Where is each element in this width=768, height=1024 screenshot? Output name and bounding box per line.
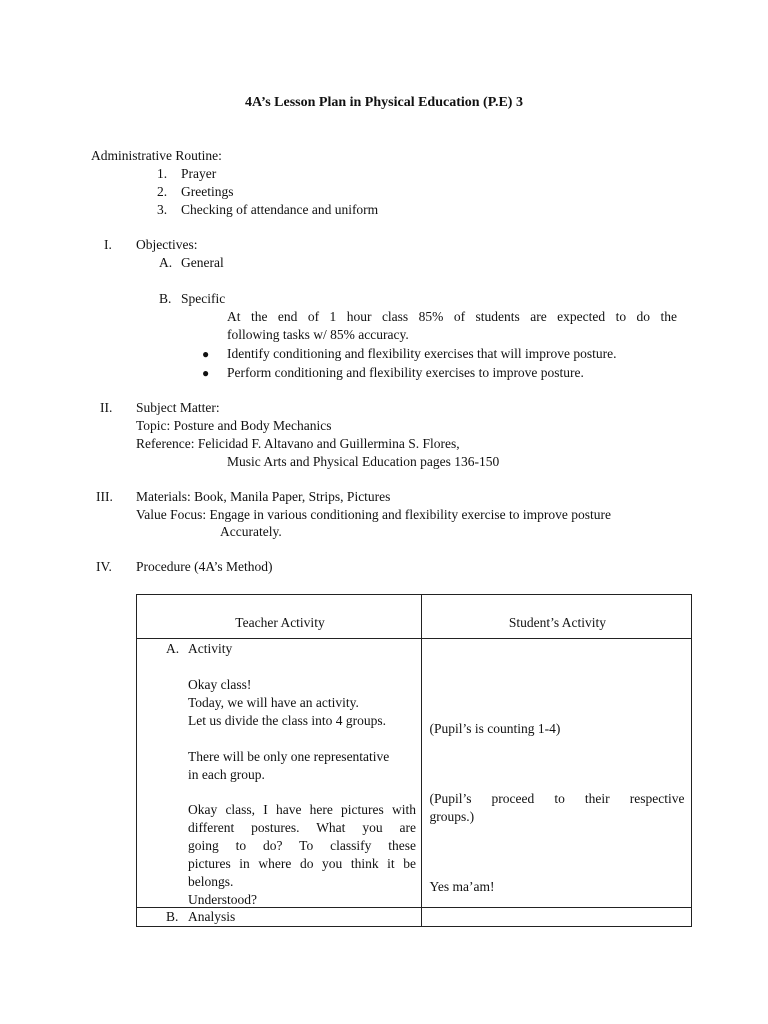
student-line: Yes ma’am!	[429, 879, 495, 894]
student-line: (Pupil’s proceed to their respective	[429, 791, 685, 806]
teacher-line: Today, we will have an activity.	[188, 695, 359, 710]
teacher-line: Okay class, I have here pictures with	[188, 802, 416, 817]
analysis-letter: B.	[166, 909, 179, 924]
student-line: (Pupil’s is counting 1-4)	[429, 721, 561, 736]
header-teacher-cell	[137, 595, 422, 639]
table-row	[137, 908, 692, 927]
value-focus-2: Accurately.	[220, 524, 282, 539]
analysis-cell	[137, 908, 422, 927]
teacher-line: pictures in where do you think it be	[188, 856, 416, 871]
admin-item-2: Greetings	[181, 184, 234, 199]
teacher-line: There will be only one representative	[188, 749, 390, 764]
specific-line-2: following tasks w/ 85% accuracy.	[227, 327, 409, 342]
subject-topic: Topic: Posture and Body Mechanics	[136, 418, 332, 433]
bullet-icon: ●	[202, 347, 210, 361]
table-header-row	[137, 595, 692, 639]
admin-heading: Administrative Routine:	[91, 148, 222, 163]
teacher-line: belongs.	[188, 874, 234, 889]
subject-heading: Subject Matter:	[136, 400, 220, 415]
teacher-line: going to do? To classify these	[188, 838, 416, 853]
activity-letter: A.	[166, 641, 180, 656]
specific-bullet-2: Perform conditioning and flexibility exercises to improve posture.	[227, 365, 584, 380]
materials-line: Materials: Book, Manila Paper, Strips, Pictures	[136, 489, 391, 504]
procedure-table	[136, 594, 692, 927]
teacher-line: different postures. What you are	[188, 820, 416, 835]
general-letter: A.	[159, 255, 173, 270]
admin-item-3: Checking of attendance and uniform	[181, 202, 379, 217]
specific-line-1: At the end of 1 hour class 85% of students are expected to do the	[227, 309, 677, 324]
col-student-activity: Student’s Activity	[508, 615, 607, 630]
admin-num-2: 2.	[157, 184, 168, 199]
page-title: 4A’s Lesson Plan in Physical Education (P.E) 3	[245, 95, 523, 110]
activity-label: Activity	[188, 641, 233, 656]
admin-num-1: 1.	[157, 166, 168, 181]
col-teacher-activity: Teacher Activity	[235, 615, 325, 630]
procedure-numeral: IV.	[96, 559, 112, 574]
student-line: groups.)	[429, 809, 475, 824]
analysis-label: Analysis	[188, 909, 236, 924]
procedure-heading: Procedure (4A’s Method)	[136, 559, 273, 574]
objectives-numeral: I.	[104, 237, 112, 252]
materials-numeral: III.	[96, 489, 113, 504]
bullet-icon: ●	[202, 366, 210, 380]
subject-numeral: II.	[100, 400, 113, 415]
teacher-line: in each group.	[188, 767, 265, 782]
specific-letter: B.	[159, 291, 172, 306]
teacher-line: Okay class!	[188, 677, 252, 692]
value-focus: Value Focus: Engage in various conditioning and flexibility exercise to improve posture	[136, 507, 612, 522]
general-label: General	[181, 255, 224, 270]
teacher-activity-cell	[137, 639, 422, 908]
objectives-heading: Objectives:	[136, 237, 198, 252]
teacher-line: Let us divide the class into 4 groups.	[188, 713, 386, 728]
teacher-line: Understood?	[188, 892, 257, 907]
subject-reference-2: Music Arts and Physical Education pages 136-150	[227, 454, 500, 469]
analysis-student-cell	[422, 908, 692, 927]
admin-num-3: 3.	[157, 202, 168, 217]
admin-item-1: Prayer	[181, 166, 217, 181]
specific-label: Specific	[181, 291, 226, 306]
student-activity-cell	[422, 639, 692, 908]
header-student-cell	[422, 595, 692, 639]
table-row	[137, 639, 692, 908]
specific-bullet-1: Identify conditioning and flexibility exercises that will improve posture.	[227, 346, 617, 361]
subject-reference: Reference: Felicidad F. Altavano and Guillermina S. Flores,	[136, 436, 460, 451]
